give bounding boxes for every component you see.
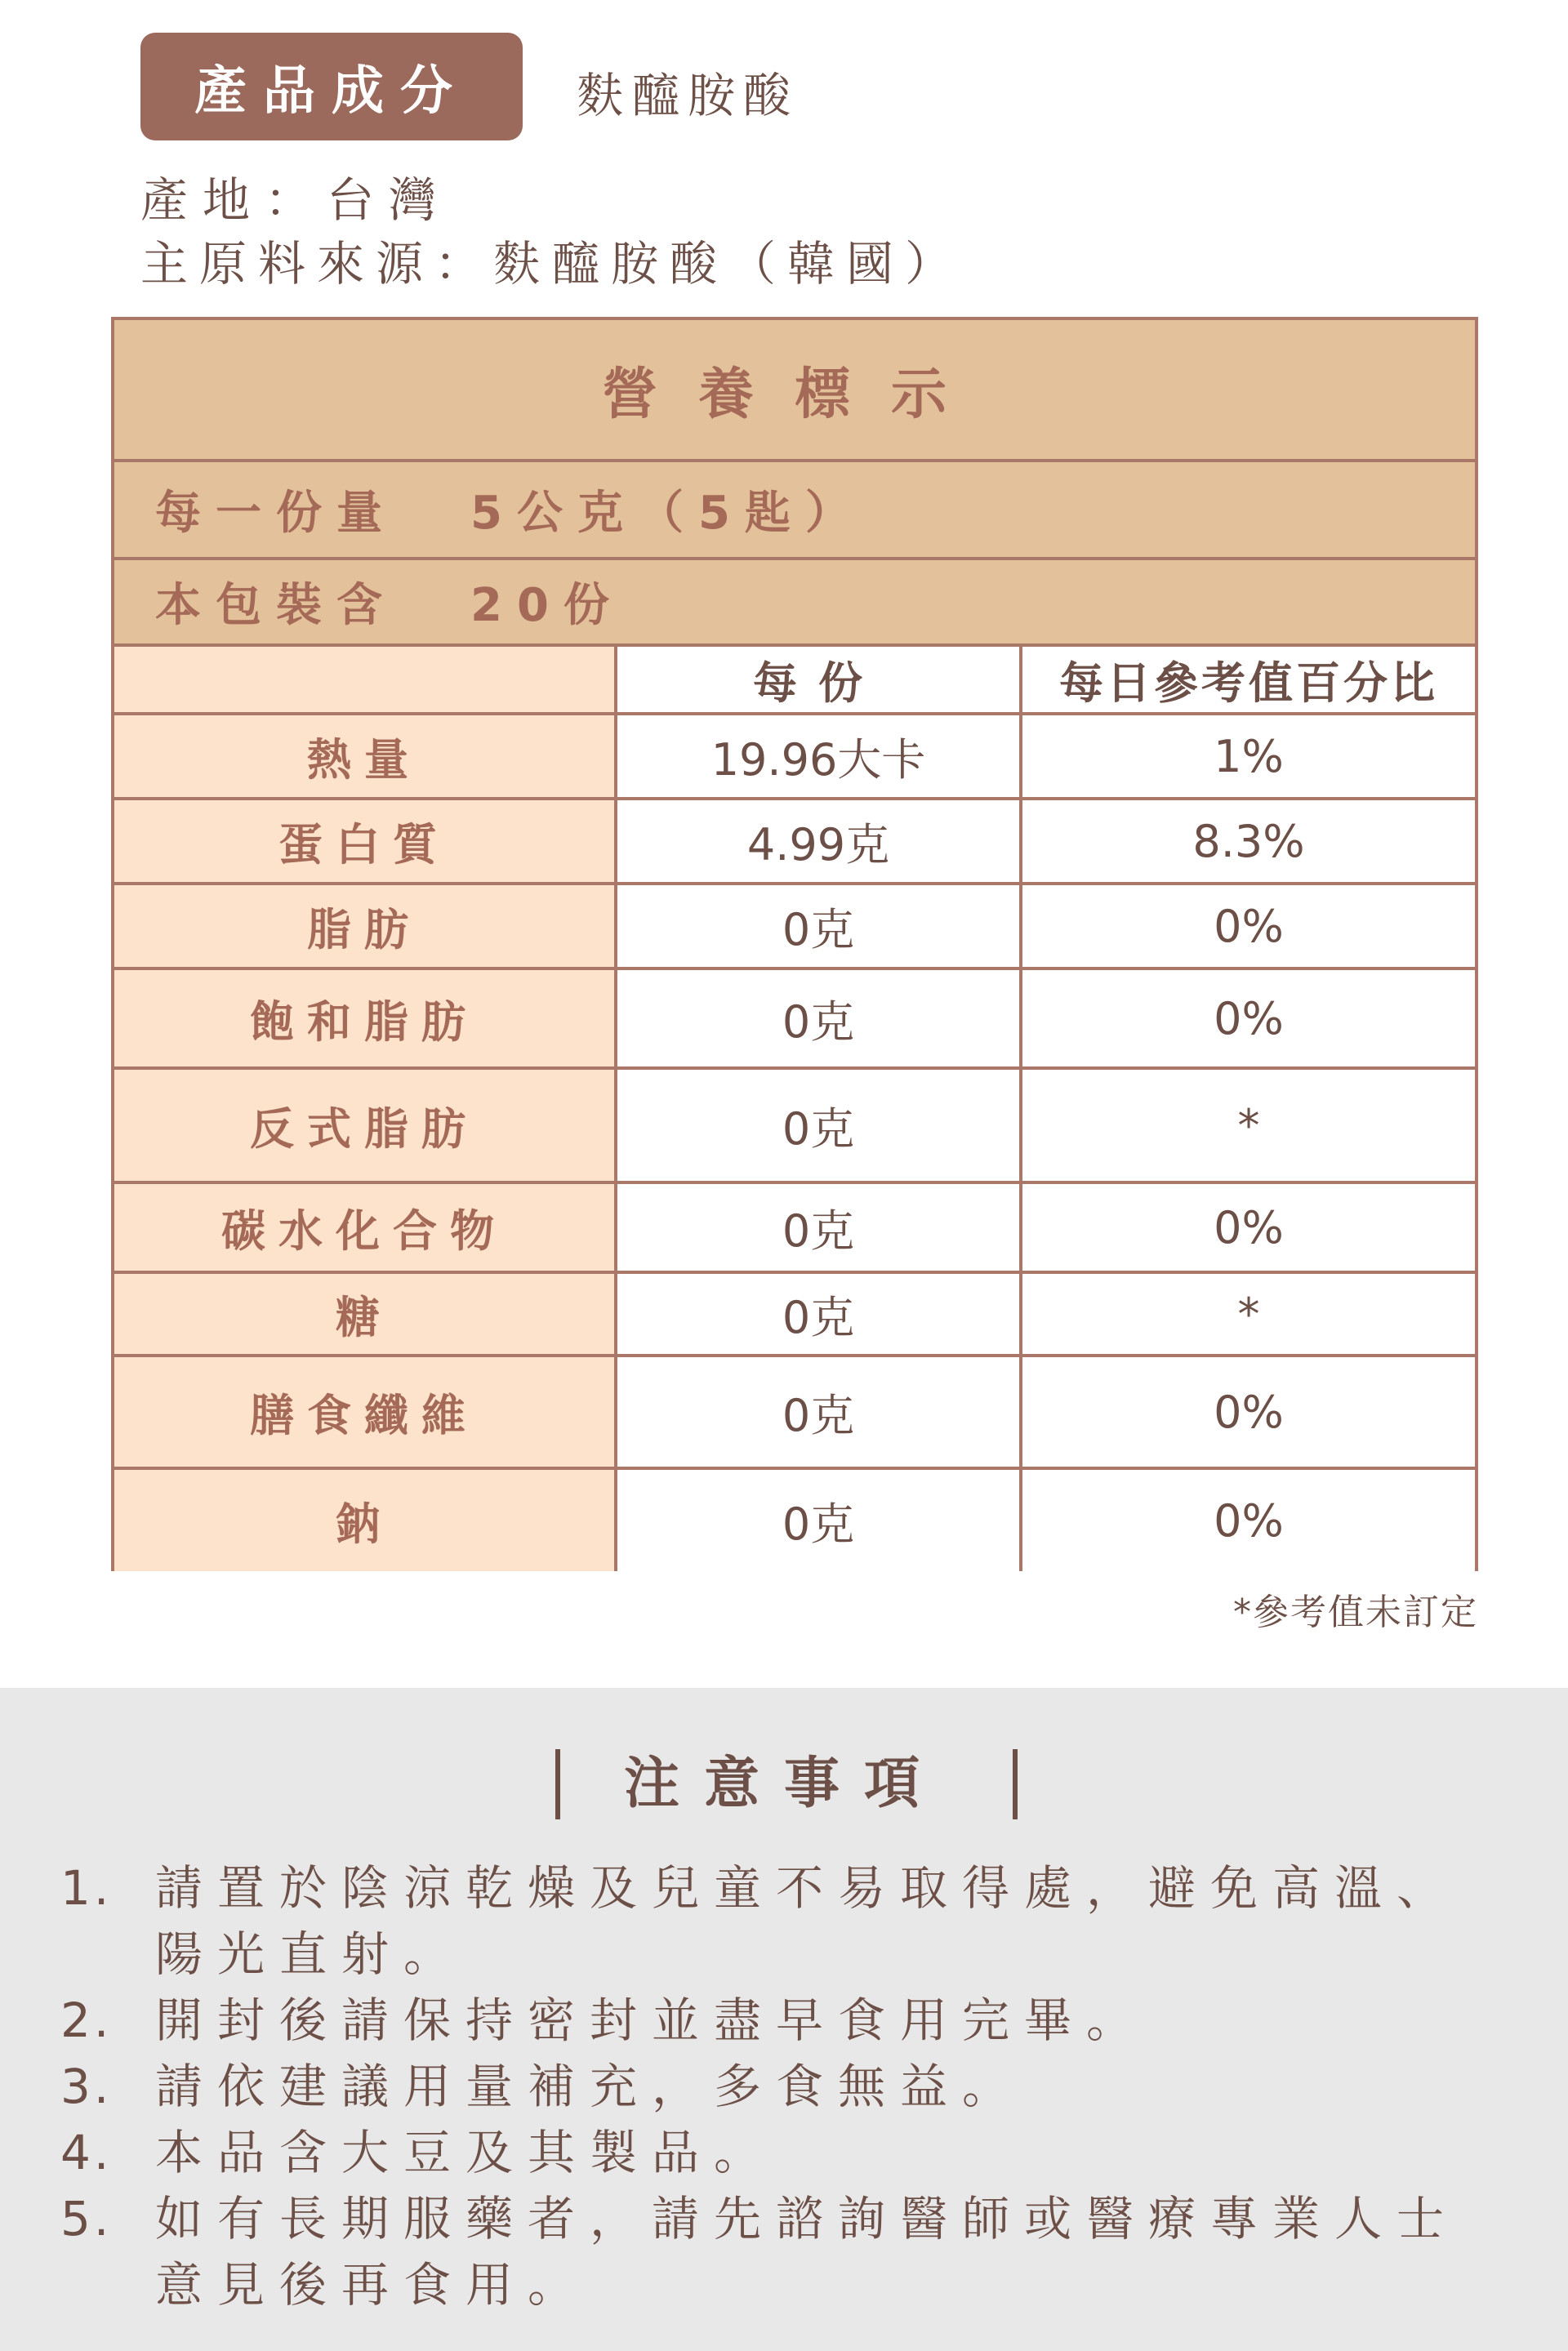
serving-size-label: 每一份量 <box>155 487 397 540</box>
raw-material-source: 主原料來源：麩醯胺酸（韓國） <box>140 236 964 292</box>
table-row <box>114 1357 1475 1470</box>
ingredient-badge-label: 產品成分 <box>194 61 469 122</box>
daily-value-percent: 8.3% <box>1022 800 1475 882</box>
table-row <box>114 970 1475 1070</box>
list-item-text: 本品含大豆及其製品。 <box>155 2125 777 2180</box>
serving-size-row <box>114 462 1475 560</box>
notice-list <box>60 1855 1498 2318</box>
table-row <box>114 1184 1475 1274</box>
list-item <box>60 2054 1498 2120</box>
list-item-number: 3. <box>60 2059 113 2114</box>
servings-per-package-label: 本包裝含 <box>155 579 397 632</box>
per-serving-value: 4.99克 <box>617 800 1022 882</box>
table-row <box>114 715 1475 800</box>
list-item-text: 請依建議用量補充，多食無益。 <box>155 2059 1025 2114</box>
nutrient-name: 糖 <box>114 1274 617 1354</box>
list-item <box>60 2120 1498 2186</box>
per-serving-header: 每份 <box>617 647 1022 712</box>
daily-value-percent: 0% <box>1022 970 1475 1066</box>
list-item-text: 如有長期服藥者，請先諮詢醫師或醫療專業人士意見後再食用。 <box>155 2191 1459 2313</box>
nutrient-name: 鈉 <box>114 1470 617 1571</box>
per-serving-value: 0克 <box>617 1070 1022 1181</box>
daily-value-percent: 0% <box>1022 1184 1475 1271</box>
nutrition-table-title: 營養標示 <box>114 320 1475 462</box>
nutrient-name: 飽和脂肪 <box>114 970 617 1066</box>
list-item-number: 5. <box>60 2191 113 2246</box>
list-item-number: 2. <box>60 1993 113 2048</box>
table-row <box>114 800 1475 885</box>
per-serving-value: 0克 <box>617 1470 1022 1571</box>
nutrient-name: 脂肪 <box>114 885 617 967</box>
daily-value-percent: * <box>1022 1070 1475 1181</box>
per-serving-value: 0克 <box>617 1357 1022 1467</box>
daily-value-percent: 0% <box>1022 885 1475 967</box>
per-serving-value: 19.96大卡 <box>617 715 1022 797</box>
table-row <box>114 1274 1475 1357</box>
daily-value-header: 每日參考值百分比 <box>1022 647 1475 712</box>
list-item <box>60 2186 1498 2318</box>
reference-footnote: *參考值未訂定 <box>1233 1592 1478 1633</box>
origin-text: 產地：台灣 <box>140 172 452 228</box>
servings-per-package-value: 20份 <box>470 579 624 632</box>
ingredient-badge <box>140 33 523 140</box>
table-row <box>114 885 1475 970</box>
nutrient-name: 碳水化合物 <box>114 1184 617 1271</box>
list-item <box>60 1988 1498 2054</box>
daily-value-percent: 0% <box>1022 1470 1475 1571</box>
table-row <box>114 1470 1475 1571</box>
daily-value-percent: 0% <box>1022 1357 1475 1467</box>
notice-title: 注意事項 <box>623 1752 944 1816</box>
nutrition-column-header-row <box>114 647 1475 715</box>
per-serving-value: 0克 <box>617 1274 1022 1354</box>
ingredient-value: 麩醯胺酸 <box>577 68 800 123</box>
daily-value-percent: 1% <box>1022 715 1475 797</box>
list-item-text: 請置於陰涼乾燥及兒童不易取得處，避免高溫、陽光直射。 <box>155 1860 1459 1982</box>
nutrient-name: 膳食纖維 <box>114 1357 617 1467</box>
nutrition-table <box>111 317 1478 1571</box>
per-serving-value: 0克 <box>617 885 1022 967</box>
nutrient-name: 蛋白質 <box>114 800 617 882</box>
per-serving-value: 0克 <box>617 970 1022 1066</box>
header-empty-cell <box>114 647 617 712</box>
daily-value-percent: * <box>1022 1274 1475 1354</box>
table-row <box>114 1070 1475 1184</box>
serving-size-value: 5公克（5匙） <box>470 487 866 540</box>
list-item <box>60 1855 1498 1988</box>
servings-per-package-row <box>114 560 1475 647</box>
list-item-text: 開封後請保持密封並盡早食用完畢。 <box>155 1993 1149 2048</box>
list-item-number: 1. <box>60 1860 113 1916</box>
per-serving-value: 0克 <box>617 1184 1022 1271</box>
title-right-divider <box>1013 1749 1018 1819</box>
nutrient-name: 熱量 <box>114 715 617 797</box>
nutrient-name: 反式脂肪 <box>114 1070 617 1181</box>
list-item-number: 4. <box>60 2125 113 2180</box>
